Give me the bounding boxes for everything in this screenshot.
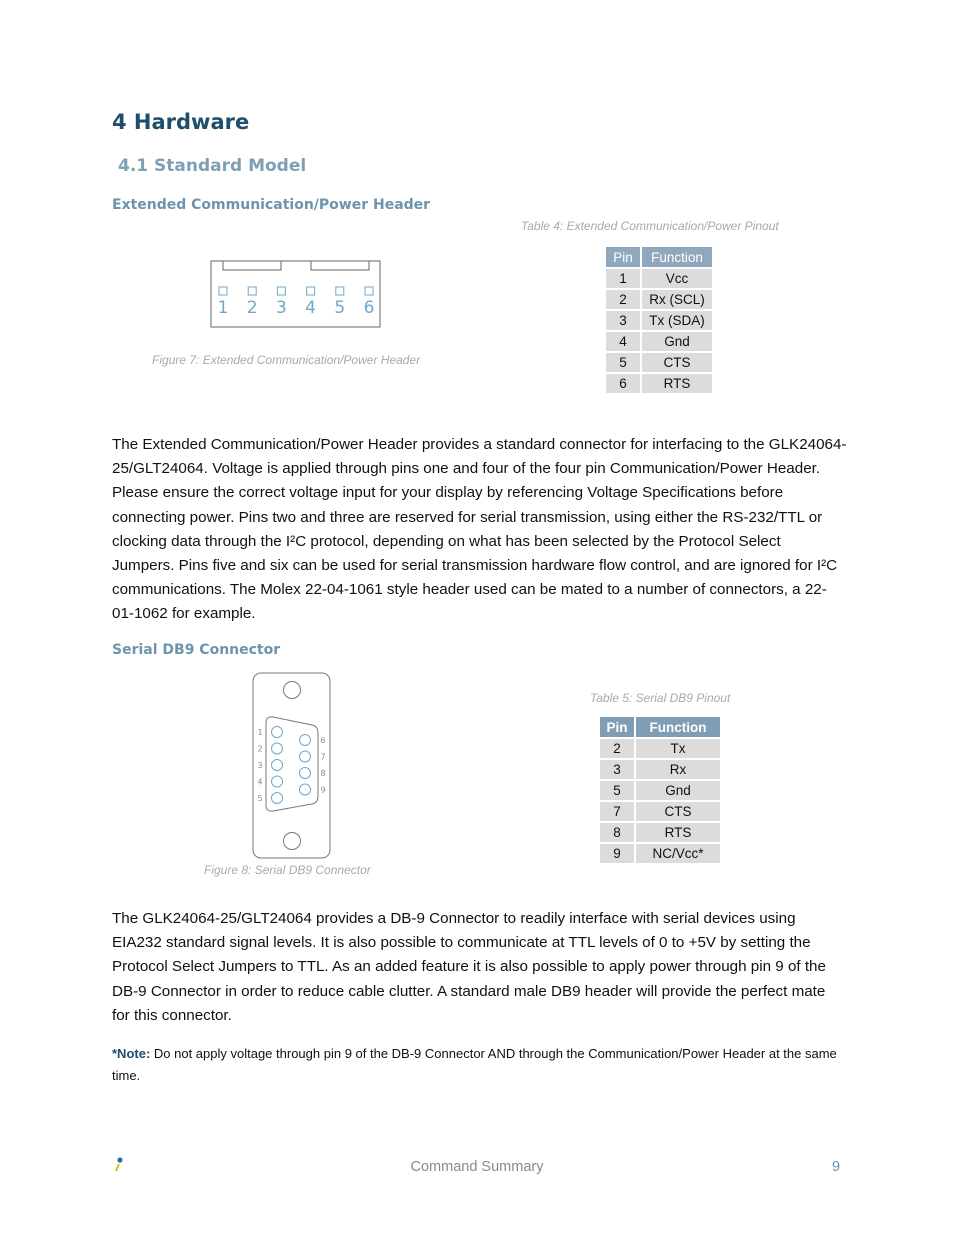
header-pin-3 xyxy=(277,287,285,295)
page-number: 9 xyxy=(832,1159,841,1175)
db9-pin-5 xyxy=(272,793,283,804)
table-row xyxy=(599,801,721,822)
db9-pin-label: 4 xyxy=(257,777,263,787)
section-heading-standard-model: 4.1 Standard Model xyxy=(118,156,307,176)
db9-pin-7 xyxy=(300,751,311,762)
db9-mounting-hole-bottom xyxy=(284,833,301,850)
figure-caption-db9: Figure 8: Serial DB9 Connector xyxy=(204,863,371,877)
function-cell: Tx (SDA) xyxy=(641,310,713,331)
function-cell: Gnd xyxy=(635,780,721,801)
table-row xyxy=(605,310,713,331)
db9-pin-label: 9 xyxy=(320,785,326,795)
db9-trapezoid xyxy=(266,717,318,811)
function-cell: CTS xyxy=(635,801,721,822)
db9-pin-label: 8 xyxy=(320,769,326,778)
db9-pin-label: 6 xyxy=(320,736,326,745)
db9-connector-diagram xyxy=(246,668,338,862)
table-row xyxy=(599,780,721,801)
header-pin-6 xyxy=(365,287,373,295)
pin-cell: 4 xyxy=(605,331,641,352)
db9-pins xyxy=(257,727,325,804)
pin-cell: 3 xyxy=(599,759,635,780)
db9-pin-8 xyxy=(300,768,311,779)
db9-mounting-hole-top xyxy=(284,682,301,699)
table-row xyxy=(599,759,721,780)
header-pin-label: 5 xyxy=(334,298,346,318)
header-pin-5 xyxy=(336,287,344,295)
paragraph-db9: The GLK24064-25/GLT24064 provides a DB-9 Connector to readily interface with serial devices using EIA232 standard signal levels. It is also possible to communicate at TTL levels of 0 to +5V by setting the Protocol Select Jumpers to TTL. As an added feature it is also possible to apply power through pin 9 of the DB-9 Connector in order to reduce cable clutter. A standard male DB9 header will provide the perfect mate for this connector. xyxy=(112,910,826,1024)
header-pin-label: 1 xyxy=(217,298,229,318)
db9-header-0: Pin xyxy=(599,716,635,738)
pin-cell: 8 xyxy=(599,822,635,843)
pin-cell: 7 xyxy=(599,801,635,822)
ext-header-0: Pin xyxy=(605,246,641,268)
header-pin-label: 2 xyxy=(246,298,258,318)
footer-title: Command Summary xyxy=(410,1159,544,1175)
header-pin-2 xyxy=(248,287,256,295)
function-cell: RTS xyxy=(641,373,713,394)
paragraph-extended-header: The Extended Communication/Power Header provides a standard connector for interfacing to the GLK24064-25/GLT24064. Voltage is applied through pins one and four of the four pin Communication/Power Header. Please ensure the correct voltage input for your display by referencing Voltage Specifications before connecting power. Pins two and three are reserved for serial transmission, using either the RS-232/TTL or clocking data through the I²C protocol, depending on what has been selected by the Protocol Select Jumpers. Pins five and six can be used for serial transmission hardware flow control, and are ignored for I²C communications. The Molex 22-04-1061 style header used can be mated to a number of connectors, a 22-01-1062 for example. xyxy=(112,436,847,623)
table-row xyxy=(599,822,721,843)
db9-pin-6 xyxy=(300,735,311,746)
function-cell: Gnd xyxy=(641,331,713,352)
table-row xyxy=(605,373,713,394)
table-row xyxy=(605,268,713,289)
function-cell: RTS xyxy=(635,822,721,843)
table-row xyxy=(599,843,721,864)
function-cell: Vcc xyxy=(641,268,713,289)
db9-pin-label: 7 xyxy=(320,752,326,762)
header-pin-label: 3 xyxy=(275,298,287,318)
pin-cell: 2 xyxy=(599,738,635,759)
figure-caption-extended-header: Figure 7: Extended Communication/Power Header xyxy=(152,353,421,367)
table-row xyxy=(605,352,713,373)
header-latch-left xyxy=(223,261,281,270)
header-pins xyxy=(218,287,375,318)
function-cell: Rx xyxy=(635,759,721,780)
note xyxy=(112,1043,847,1087)
db9-pin-label: 2 xyxy=(257,744,263,754)
pin-cell: 5 xyxy=(599,780,635,801)
header-pin-label: 6 xyxy=(363,298,375,318)
extended-pinout-table xyxy=(605,246,713,394)
db9-pin-4 xyxy=(272,776,283,787)
extended-header-diagram xyxy=(205,255,387,335)
table-row xyxy=(605,289,713,310)
table-row xyxy=(599,738,721,759)
table-row xyxy=(605,331,713,352)
db9-pin-1 xyxy=(272,727,283,738)
header-pin-1 xyxy=(219,287,227,295)
section-title-db9: Serial DB9 Connector xyxy=(112,642,281,658)
db9-header-1: Function xyxy=(635,716,721,738)
function-cell: CTS xyxy=(641,352,713,373)
db9-pin-label: 3 xyxy=(257,761,263,770)
db9-pin-3 xyxy=(272,760,283,771)
table-caption-db9-pinout: Table 5: Serial DB9 Pinout xyxy=(590,691,731,705)
ext-header-1: Function xyxy=(641,246,713,268)
pin-cell: 9 xyxy=(599,843,635,864)
db9-pin-label: 5 xyxy=(257,794,263,803)
note-text: Do not apply voltage through pin 9 of the DB-9 Connector AND through the Communication/Power Header at the same time. xyxy=(112,1046,837,1083)
header-pin-label: 4 xyxy=(305,298,317,318)
pin-cell: 6 xyxy=(605,373,641,394)
function-cell: NC/Vcc* xyxy=(635,843,721,864)
db9-pin-9 xyxy=(300,784,311,795)
db9-pinout-table xyxy=(599,716,721,864)
header-pin-4 xyxy=(307,287,315,295)
note-label: *Note: xyxy=(112,1046,151,1061)
header-outline xyxy=(211,261,380,327)
page-title: 4 Hardware xyxy=(112,110,250,134)
db9-pin-label: 1 xyxy=(257,728,263,737)
pin-cell: 3 xyxy=(605,310,641,331)
pin-cell: 2 xyxy=(605,289,641,310)
header-latch-right xyxy=(311,261,369,270)
db9-pin-2 xyxy=(272,743,283,754)
table-caption-extended-pinout: Table 4: Extended Communication/Power Pinout xyxy=(521,219,779,233)
pin-cell: 1 xyxy=(605,268,641,289)
section-title-extended-header: Extended Communication/Power Header xyxy=(112,197,431,213)
pin-cell: 5 xyxy=(605,352,641,373)
function-cell: Rx (SCL) xyxy=(641,289,713,310)
function-cell: Tx xyxy=(635,738,721,759)
